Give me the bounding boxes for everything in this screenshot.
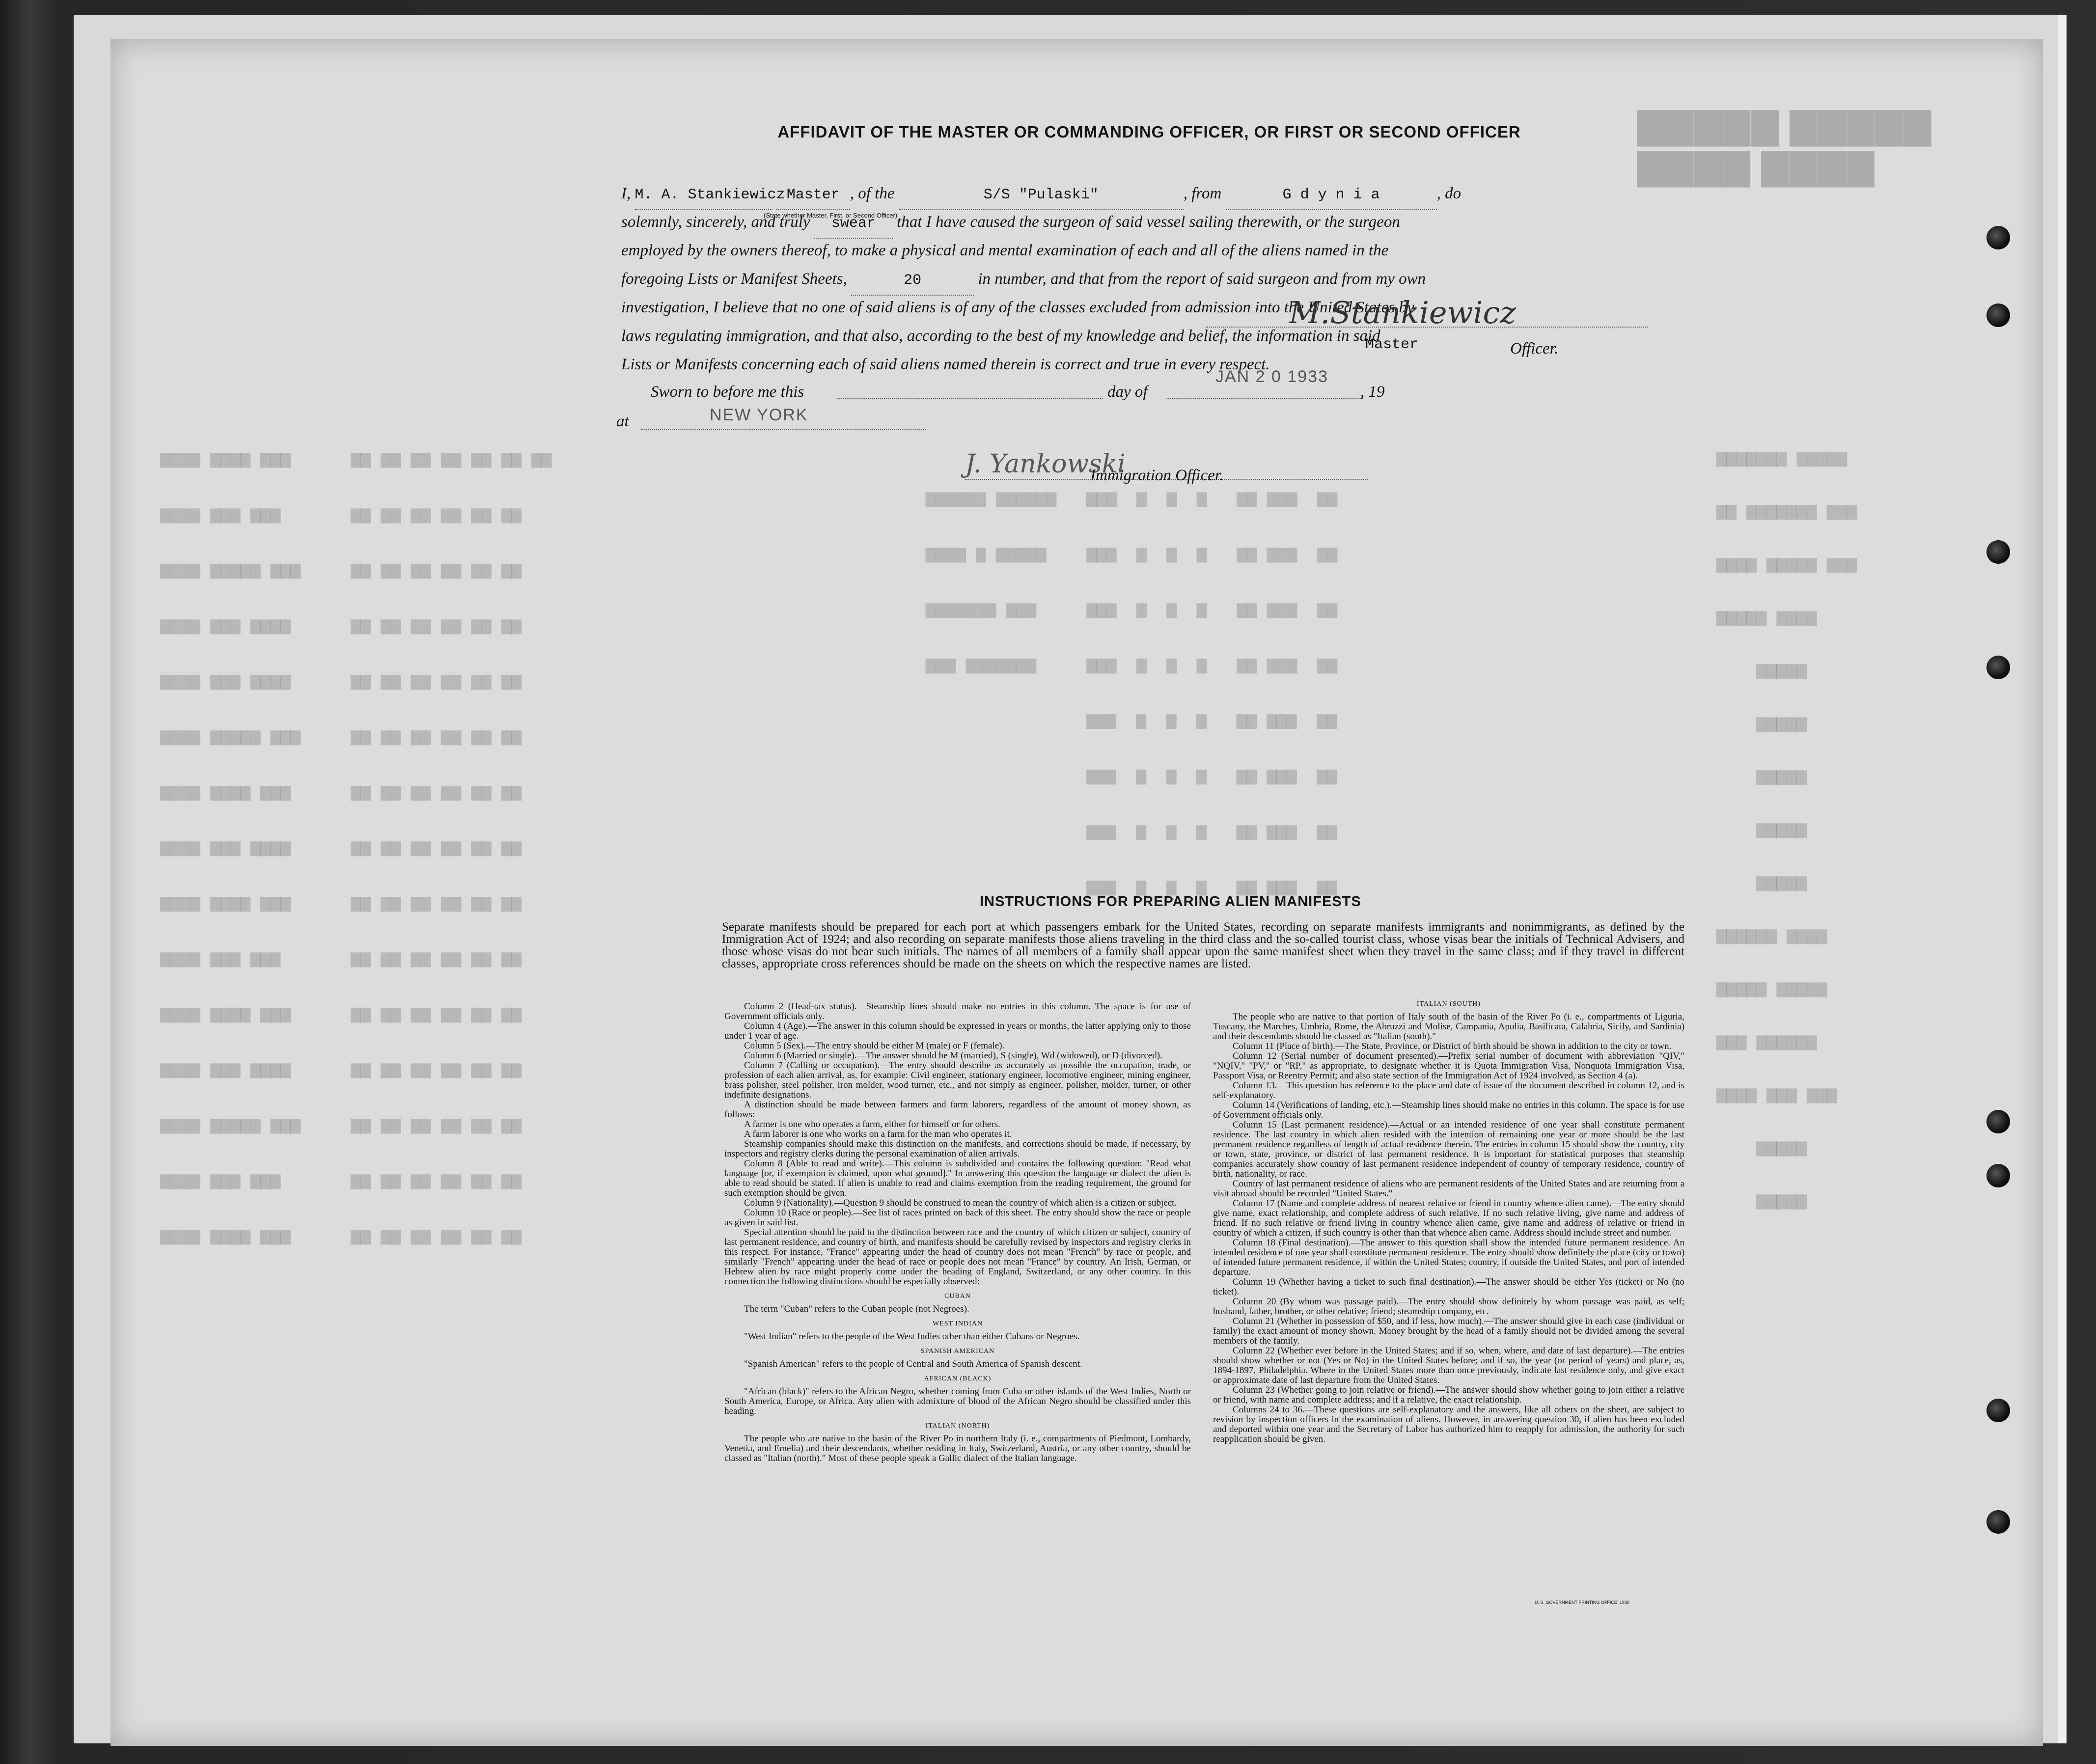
officer-name-field: M. A. Stankiewicz	[635, 181, 772, 210]
manifest-sheet	[110, 39, 2043, 1746]
instruction-paragraph: Special attention should be paid to the distinction between race and the country of which citizen or subject, country of last permanent residence, and country of birth, and manifests should be carefully revised by inspectors and registry clerks in this respect. For instance, "France" appearing under the head of country does not mean "French" by race or people, and similarly "French" appearing under the head of race or people does not mean "France" by country. An Irish, German, or Hebrew alien by race might properly come under the heading of England, Switzerland, or any other country. In this connection the following distinctions should be especially observed:	[724, 1227, 1191, 1287]
oath-text-5: laws regulating immigration, and that also, according to the best of my knowledge and belief, the information in said	[621, 327, 1380, 345]
instruction-paragraph: Column 17 (Name and complete address of nearest relative or friend in country whence alien came).—The entry should give name, exact relationship, and complete address of such relative. If no such relative living, give name and address of friend. If no such relative or friend living in country whence alien came, give name and address of relative or friend in country of which a citizen, if such country is other than that whence alien came. Address should include street and number.	[1213, 1198, 1684, 1238]
instruction-paragraph: Column 4 (Age).—The answer in this column should be expressed in years or months, the latter applying only to those under 1 year of age.	[724, 1021, 1191, 1041]
instruction-paragraph: Column 7 (Calling or occupation).—The entry should describe as accurately as possible the occupation, trade, or profession of each alien arrival, as, for example: Civil engineer, stationary engineer, locomotive engineer, mining engineer, brass polisher, steel polisher, iron molder, wood turner, etc., and not simply as engineer, polisher, molder, turner, or other indefinite designations.	[724, 1060, 1191, 1100]
instruction-paragraph: Column 12 (Serial number of document presented).—Prefix serial number of document with abbreviation "QIV," "NQIV," "PV," or "RP," as appropriate, to designate whether it is Quota Immigration Visa, Nonquota Immigration Visa, Passport Visa, or Reentry Permit; and also state section of the Immigration Act of 1924 involved, as Section 4 (a).	[1213, 1051, 1684, 1081]
at-label: at	[616, 413, 629, 430]
date-stamp: JAN 2 0 1933	[1215, 367, 1329, 386]
instruction-paragraph: A farmer is one who operates a farm, either for himself or for others.	[744, 1119, 1000, 1130]
oath-text-3b: in number, and that from the report of said surgeon and from my own	[978, 270, 1426, 288]
right-paragraphs	[1213, 1012, 1684, 1444]
cuban-text: The term "Cuban" refers to the Cuban people (not Negroes).	[744, 1304, 969, 1314]
instruction-paragraph: Column 23 (Whether going to join relative or friend).—The answer should show whether going to join either a relative or friend, with name and complete address; and if a relative, the exact relationship.	[1213, 1385, 1684, 1405]
instruction-paragraph: Column 6 (Married or single).—The answer should be M (married), S (single), Wd (widowed), or D (divorced).	[744, 1050, 1162, 1061]
instruction-paragraph: Column 22 (Whether ever before in the United States; and if so, when, where, and date of last departure).—The entries should show whether or not (Yes or No) in the United States before; and if so, the year (or period of years) and place, as, 1894-1897, Philadelphia. Where in the United States more than once previously, indicate last residence only, and give exact or approximate date of last departure from the United States.	[1213, 1346, 1684, 1385]
instruction-paragraph: Column 15 (Last permanent residence).—Actual or an intended residence of one year shall constitute permanent residence. The last country in which alien resided with the intention of remaining one year or more should be the last permanent residence regardless of length of actual residence therein. The entries in column 15 should show the country, city or town, state, province, or district of last permanent residence. It is important for statistical purposes that steamship companies accurately show country of last permanent residence independent of country of temporary residence, country of birth, nationality, or race.	[1213, 1120, 1684, 1179]
signer-rank: Master	[1365, 336, 1419, 353]
oath-from: , from	[1183, 185, 1222, 202]
punch-hole	[1986, 1164, 2010, 1187]
instruction-paragraph: Column 9 (Nationality).—Question 9 should be construed to mean the country of which alien is a citizen or subject.	[744, 1198, 1177, 1208]
oath-text-6: Lists or Manifests concerning each of said aliens named therein is correct and true in every respect.	[621, 356, 1270, 373]
instruction-paragraph: Country of last permanent residence of aliens who are permanent residents of the United States and are returning from a visit abroad should be recorded "United States."	[1213, 1179, 1684, 1199]
officer-rank-field: Master	[776, 181, 850, 210]
sworn-month-line	[1166, 398, 1363, 399]
punch-hole	[1986, 656, 2010, 679]
instruction-paragraph: Column 21 (Whether in possession of $50, and if less, how much).—The answer should give in each case (individual or family) the exact amount of money shown. Money brought by the head of a family should not be divided among the several members of the family.	[1213, 1316, 1684, 1346]
bleed-through-middle: ▆▆▆▆▆▆ ▆▆▆▆▆▆ ▆▆▆ ▆ ▆ ▆ ▆▆ ▆▆▆ ▆▆ ▆▆▆▆ ▆ ▆▆▆▆▆ ▆▆▆ ▆ ▆ ▆ ▆▆ ▆▆▆ ▆▆ ▆▆▆▆▆▆▆ ▆▆▆ ▆▆▆ ▆ ▆ ▆ ▆▆ ▆▆▆ ▆▆ ▆▆▆ ▆▆▆▆▆▆▆ ▆▆▆ ▆ ▆ ▆ ▆▆ ▆▆▆ ▆▆ ▆▆▆ ▆ ▆ ▆ ▆▆ ▆▆▆ ▆▆ ▆▆▆ ▆ ▆ ▆ ▆▆ ▆▆▆ ▆▆ ▆▆▆ ▆ ▆ ▆ ▆▆ ▆▆▆ ▆▆ ▆▆▆ ▆ ▆ ▆ ▆▆ ▆▆▆ ▆▆	[926, 490, 1338, 897]
instructions-intro: Separate manifests should be prepared for each port at which passengers embark for the United States, recording on separate manifests immigrants and nonimmigrants, as defined by the Immigration Act of 1924; and also recording on separate manifests those aliens traveling in the third class and the so-called tourist class, whose visas bear the initials of Technical Advisers, and those whose visas do not bear such initials. The names of all members of a family shall appear upon the same manifest sheet when they travel in the same class; and if they travel in different classes, appropriate cross references should be made on the sheets on which the respective names are listed.	[722, 920, 1684, 970]
oath-text-1: that I have caused the surgeon of said vessel sailing therewith, or the surgeon	[897, 213, 1400, 231]
punch-hole	[1986, 1510, 2010, 1534]
instruction-paragraph: Column 20 (By whom was passage paid).—The entry should show definitely by whom passage was paid, as self; husband, father, brother, or other relative; friend; steamship company, etc.	[1213, 1296, 1684, 1317]
instructions-right-column	[1213, 994, 1684, 1444]
oath-text-3a: foregoing Lists or Manifest Sheets,	[621, 270, 847, 288]
instruction-paragraph: The people who are native to that portion of Italy south of the basin of the River Po (i. e., compartments of Liguria, Tuscany, the Marches, Umbria, Rome, the Abruzzi and Molise, Campania, Apulia, Basilicata, Calabria, Sicily, and Sardinia) and their descendants should be classed as "Italian (south)."	[1213, 1012, 1684, 1042]
west-indian-heading: WEST INDIAN	[932, 1320, 983, 1327]
instruction-paragraph: Column 5 (Sex).—The entry should be either M (male) or F (female).	[744, 1041, 1005, 1051]
left-paragraphs	[724, 1002, 1191, 1287]
sheet-count-field: 20	[851, 266, 974, 296]
immigration-officer-label: Immigration Officer.	[1090, 467, 1224, 484]
instruction-paragraph: A farm laborer is one who works on a farm for the man who operates it.	[744, 1129, 1012, 1139]
instruction-paragraph: Column 2 (Head-tax status).—Steamship lines should make no entries in this column. The space is for use of Government officials only.	[724, 1001, 1191, 1021]
sworn-day-line	[837, 398, 1103, 399]
immigration-officer-signature: J. Yankowski	[965, 449, 1126, 479]
african-heading: AFRICAN (BLACK)	[924, 1375, 992, 1382]
rank-note: (State whether Master, First, or Second Officer)	[764, 212, 898, 219]
oath-i: I,	[621, 185, 631, 202]
swear-field: swear	[814, 209, 893, 239]
punch-hole	[1986, 1399, 2010, 1422]
african-text: "African (black)" refers to the African Negro, whether coming from Cuba or other islands of the West Indies, North or South America, Europe, or Africa. Any alien with admixture of blood of the African Negro should be classified under this heading.	[724, 1386, 1191, 1416]
punch-hole	[1986, 1110, 2010, 1133]
bleed-through-names: ▆▆▆▆▆▆▆ ▆▆▆▆▆ ▆▆ ▆▆▆▆▆▆▆ ▆▆▆ ▆▆▆▆ ▆▆▆▆▆ ▆▆▆ ▆▆▆▆▆ ▆▆▆▆ ▆▆▆▆▆ ▆▆▆▆▆ ▆▆▆▆▆ ▆▆▆▆▆ ▆▆▆▆▆ ▆▆▆▆▆▆ ▆▆▆▆ ▆▆▆▆▆ ▆▆▆▆▆ ▆▆▆ ▆▆▆▆▆▆ ▆▆▆▆ ▆▆▆ ▆▆▆ ▆▆▆▆▆ ▆▆▆▆▆	[1716, 449, 1857, 1211]
punch-hole	[1986, 540, 2010, 564]
instruction-paragraph: Column 10 (Race or people).—See list of races printed on back of this sheet. The entry should show the race or people as given in said list.	[724, 1208, 1191, 1228]
spanish-american-heading: SPANISH AMERICAN	[920, 1348, 995, 1355]
place-stamp: NEW YORK	[710, 406, 808, 424]
punch-hole	[1986, 303, 2010, 327]
printer-imprint: U. S. GOVERNMENT PRINTING OFFICE: 1930	[1535, 1600, 1629, 1605]
instructions-left-column	[724, 1002, 1191, 1463]
instruction-paragraph: Column 14 (Verifications of landing, etc.).—Steamship lines should make no entries in this column. The space is for use of Government officials only.	[1213, 1100, 1684, 1120]
day-of-label: day of	[1107, 383, 1148, 401]
place-line	[641, 429, 926, 430]
master-signature: M.Stankiewicz	[1289, 295, 1516, 331]
oath-do: , do	[1436, 185, 1462, 202]
departure-port-field: G d y n i a	[1226, 181, 1437, 210]
instruction-paragraph: Column 13.—This question has reference to the place and date of issue of the document described in column 12, and is self-explanatory.	[1213, 1080, 1684, 1101]
oath-solemnly: solemnly, sincerely, and truly	[621, 213, 810, 231]
affidavit-title: AFFIDAVIT OF THE MASTER OR COMMANDING OFFICER, OR FIRST OR SECOND OFFICER	[777, 123, 1521, 141]
bleed-through-columns: ▆▆▆▆ ▆▆▆▆ ▆▆▆ ▆▆ ▆▆ ▆▆ ▆▆ ▆▆ ▆▆ ▆▆ ▆▆▆▆ ▆▆▆ ▆▆▆ ▆▆ ▆▆ ▆▆ ▆▆ ▆▆ ▆▆ ▆▆▆▆ ▆▆▆▆▆ ▆▆▆ ▆▆ ▆▆ ▆▆ ▆▆ ▆▆ ▆▆ ▆▆▆▆ ▆▆▆ ▆▆▆▆ ▆▆ ▆▆ ▆▆ ▆▆ ▆▆ ▆▆ ▆▆▆▆ ▆▆▆ ▆▆▆▆ ▆▆ ▆▆ ▆▆ ▆▆ ▆▆ ▆▆ ▆▆▆▆ ▆▆▆▆▆ ▆▆▆ ▆▆ ▆▆ ▆▆ ▆▆ ▆▆ ▆▆ ▆▆▆▆ ▆▆▆▆ ▆▆▆ ▆▆ ▆▆ ▆▆ ▆▆ ▆▆ ▆▆ ▆▆▆▆ ▆▆▆ ▆▆▆▆ ▆▆ ▆▆ ▆▆ ▆▆ ▆▆ ▆▆ ▆▆▆▆ ▆▆▆▆ ▆▆▆ ▆▆ ▆▆ ▆▆ ▆▆ ▆▆ ▆▆ ▆▆▆▆ ▆▆▆ ▆▆▆ ▆▆ ▆▆ ▆▆ ▆▆ ▆▆ ▆▆ ▆▆▆▆ ▆▆▆▆ ▆▆▆ ▆▆ ▆▆ ▆▆ ▆▆ ▆▆ ▆▆ ▆▆▆▆ ▆▆▆ ▆▆▆▆ ▆▆ ▆▆ ▆▆ ▆▆ ▆▆ ▆▆ ▆▆▆▆ ▆▆▆▆▆ ▆▆▆ ▆▆ ▆▆ ▆▆ ▆▆ ▆▆ ▆▆ ▆▆▆▆ ▆▆▆ ▆▆▆ ▆▆ ▆▆ ▆▆ ▆▆ ▆▆ ▆▆ ▆▆▆▆ ▆▆▆▆ ▆▆▆ ▆▆ ▆▆ ▆▆ ▆▆ ▆▆ ▆▆	[160, 450, 552, 1246]
instruction-paragraph: Column 18 (Final destination).—The answer to this question shall show the intended future permanent residence. An intended residence of one year shall constitute permanent residence. The entry should show definitely the place (city or town) of intended future permanent residence, if within the United States; country, if outside the United States, and port of intended departure.	[1213, 1238, 1684, 1277]
instruction-paragraph: Column 11 (Place of birth).—The State, Province, or District of birth should be shown in addition to the city or town.	[1233, 1041, 1672, 1051]
west-indian-text: "West Indian" refers to the people of the West Indies other than either Cubans or Negroes.	[744, 1331, 1080, 1342]
sworn-label: Sworn to before me this	[651, 383, 804, 401]
oath-text-4: investigation, I believe that no one of said aliens is of any of the classes excluded from admission into the United States by	[621, 299, 1414, 316]
year-label: , 19	[1360, 383, 1385, 401]
instruction-paragraph: Column 8 (Able to read and write).—This column is subdivided and contains the following question: "Read what language [or, if exemption is claimed, upon what ground]." In answering this question the language or dialect the alien is able to read should be stated. If alien is unable to read and claims exemption from the reading requirement, the ground for such exemption should be given.	[724, 1158, 1191, 1198]
punch-hole	[1986, 226, 2010, 249]
signature-line	[1206, 327, 1648, 328]
oath-of-the: , of the	[850, 185, 895, 202]
instruction-paragraph: Steamship companies should make this distinction on the manifests, and corrections should be made, if necessary, by inspectors and registry clerks during the personal examination of alien arrivals.	[724, 1139, 1191, 1159]
cuban-heading: CUBAN	[944, 1293, 971, 1300]
instructions-title: INSTRUCTIONS FOR PREPARING ALIEN MANIFESTS	[980, 894, 1361, 910]
spanish-american-text: "Spanish American" refers to the people of Central and South America of Spanish descent.	[744, 1359, 1082, 1369]
italian-north-text: The people who are native to the basin of the River Po in northern Italy (i. e., compartments of Piedmont, Lombardy, Venetia, and Emelia) and their descendants, whether residing in Italy, Switzerland, Austria, or any other country, should be classed as "Italian (north)." Most of these people speak a Gallic dialect of the Italian language.	[724, 1433, 1191, 1463]
oath-text-2: employed by the owners thereof, to make a physical and mental examination of each and all of the aliens named in the	[621, 242, 1389, 259]
vessel-name-field: S/S "Pulaski"	[899, 181, 1184, 210]
instruction-paragraph: Columns 24 to 36.—These questions are self-explanatory and the answers, like all others on the sheet, are subject to revision by inspection officers in the examination of aliens. However, in answering question 30, if alien has been excluded and deported within one year and the Secretary of Labor has authorized him to reapply for admission, the authority for such reapplication should be given.	[1213, 1405, 1684, 1444]
instruction-paragraph: A distinction should be made between farmers and farm laborers, regardless of the amount of money shown, as follows:	[724, 1100, 1191, 1120]
italian-south-heading: ITALIAN (SOUTH)	[1416, 1000, 1481, 1008]
bleed-through-heading: ▇▇▇▇▇ ▇▇▇▇▇ ▇▇▇▇ ▇▇▇▇	[1638, 108, 1932, 186]
instruction-paragraph: Column 19 (Whether having a ticket to such final destination).—The answer should be either Yes (ticket) or No (no ticket).	[1213, 1277, 1684, 1297]
italian-north-heading: ITALIAN (NORTH)	[925, 1422, 990, 1430]
officer-label: Officer.	[1510, 340, 1559, 358]
